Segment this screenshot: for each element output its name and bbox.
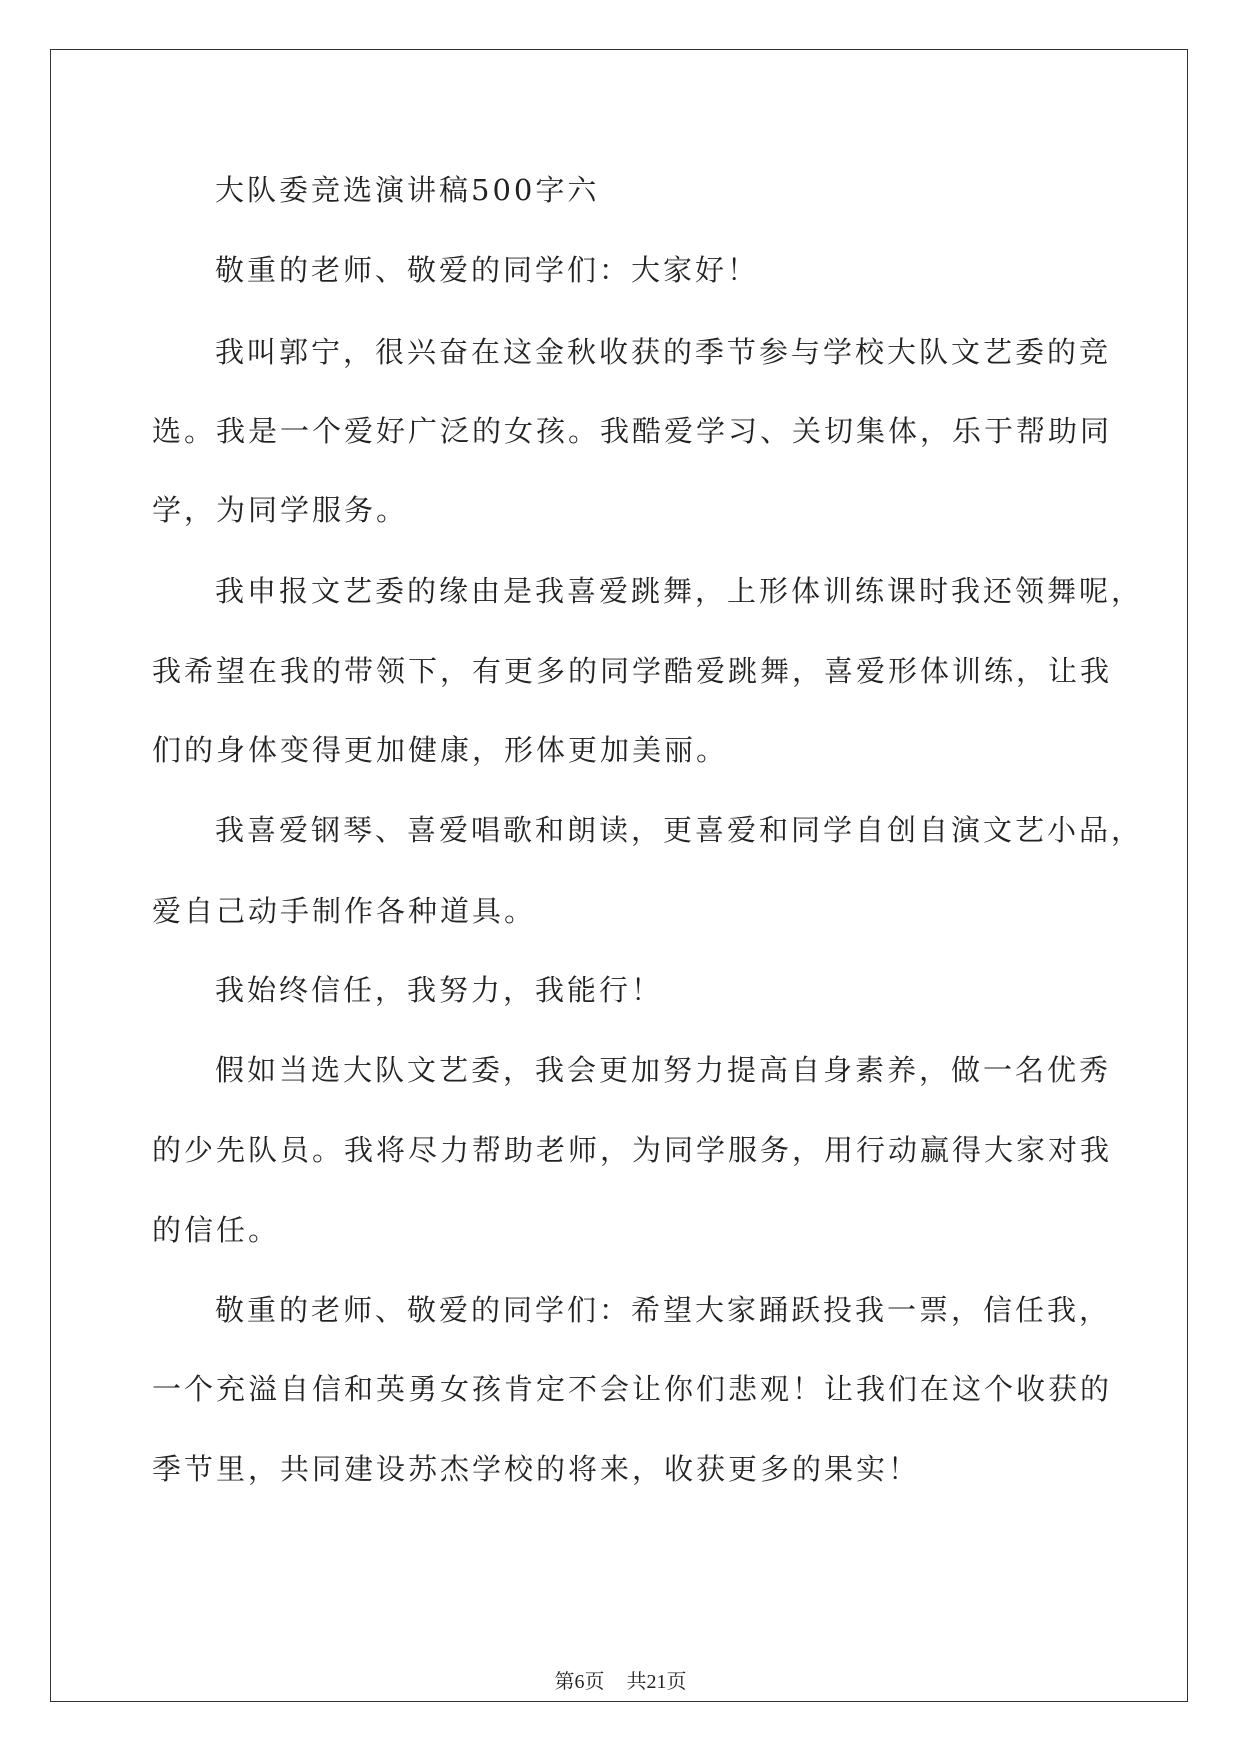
paragraph-line: 假如当选大队文艺委，我会更加努力提高自身素养，做一名优秀 [215,1053,1112,1087]
document-title: 大队委竞选演讲稿500字六 [215,173,600,207]
current-page-label: 第6页 [554,1671,605,1693]
page-footer [0,1670,1241,1694]
paragraph-line: 我希望在我的带领下，有更多的同学酷爱跳舞，喜爱形体训练，让我 [152,654,1113,688]
paragraph-line: 我始终信任，我努力，我能行！ [215,973,664,1007]
paragraph-line: 爱自己动手制作各种道具。 [152,894,537,928]
paragraph-line: 一个充溢自信和英勇女孩肯定不会让你们悲观！让我们在这个收获的 [152,1372,1113,1406]
paragraph-line: 的少先队员。我将尽力帮助老师，为同学服务，用行动赢得大家对我 [152,1133,1113,1167]
paragraph-line: 我喜爱钢琴、喜爱唱歌和朗读，更喜爱和同学自创自演文艺小品， [215,813,1144,847]
total-pages-label: 共21页 [626,1671,687,1693]
paragraph-line: 敬重的老师、敬爱的同学们：希望大家踊跃投我一票，信任我， [215,1293,1112,1327]
paragraph-line: 季节里，共同建设苏杰学校的将来，收获更多的果实！ [152,1452,921,1486]
paragraph-greeting: 敬重的老师、敬爱的同学们：大家好！ [215,253,760,287]
paragraph-line: 我叫郭宁，很兴奋在这金秋收获的季节参与学校大队文艺委的竞 [215,335,1112,369]
paragraph-line: 我申报文艺委的缘由是我喜爱跳舞，上形体训练课时我还领舞呢， [215,574,1144,608]
paragraph-line: 的信任。 [152,1213,281,1247]
paragraph-line: 们的身体变得更加健康，形体更加美丽。 [152,733,729,767]
paragraph-line: 选。我是一个爱好广泛的女孩。我酷爱学习、关切集体，乐于帮助同 [152,414,1113,448]
paragraph-line: 学，为同学服务。 [152,493,409,527]
